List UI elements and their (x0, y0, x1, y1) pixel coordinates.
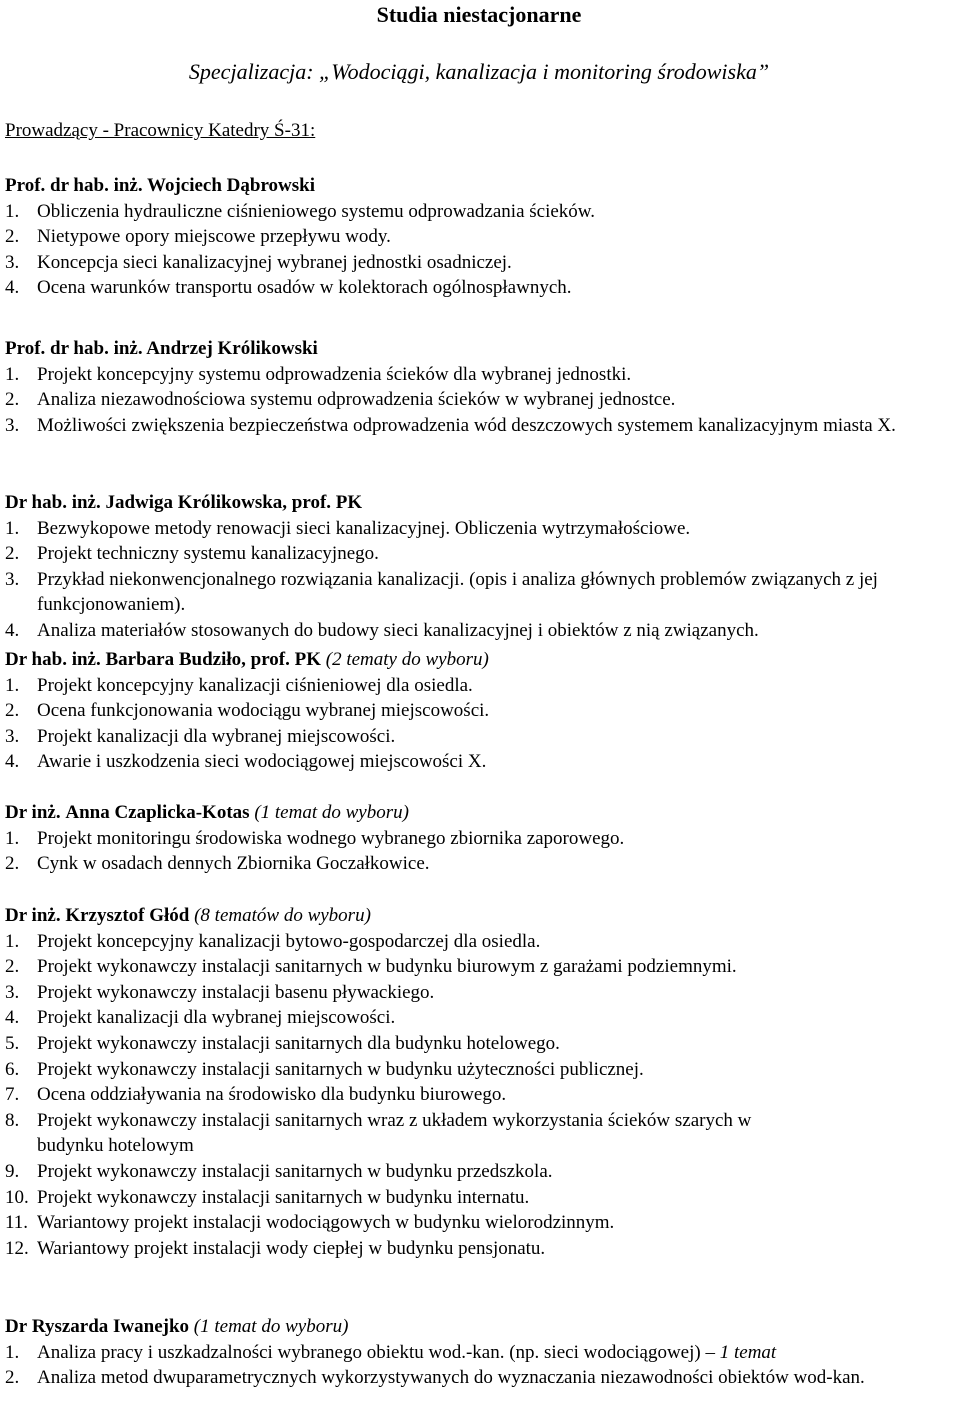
topic-item: 8. Projekt wykonawczy instalacji sanitarnych wraz z układem wykorzystania ścieków szarych w budynku hotelowym (5, 1109, 752, 1157)
topic-item: 1. Projekt monitoringu środowiska wodnego wybranego zbiornika zaporowego. (5, 827, 625, 849)
topic-item: 10. Projekt wykonawczy instalacji sanitarnych w budynku internatu. (5, 1186, 530, 1208)
document-title: Studia niestacjonarne (376, 2, 582, 27)
topic-item: 1. Analiza pracy i uszkadzalności wybranego obiektu wod.-kan. (np. sieci wodociągowej) – 1 temat (5, 1341, 777, 1363)
topic-item: 4. Analiza materiałów stosowanych do budowy sieci kanalizacyjnej i obiektów z nią związanych. (5, 619, 759, 641)
topic-item: 2. Nietypowe opory miejscowe przepływu wody. (5, 226, 391, 248)
topic-item: 4. Ocena warunków transportu osadów w kolektorach ogólnospławnych. (5, 277, 572, 299)
supervisor-name: Prof. dr hab. inż. Andrzej Królikowski (5, 338, 318, 359)
supervisor-section-iwanejko (5, 1314, 955, 1391)
topic-item: 3. Przykład niekonwencjonalnego rozwiązania kanalizacji. (opis i analiza głównych problemów związanych z jej funkcjonowaniem). (5, 568, 878, 616)
topic-item: 12. Wariantowy projekt instalacji wody ciepłej w budynku pensjonatu. (5, 1237, 546, 1259)
supervisor-name: Dr hab. inż. Jadwiga Królikowska, prof. PK (5, 492, 363, 513)
supervisor-section-krolikowska (5, 490, 955, 644)
supervisor-name: Prof. dr hab. inż. Wojciech Dąbrowski (5, 175, 316, 196)
topic-item: 2. Analiza metod dwuparametrycznych wykorzystywanych do wyznaczania niezawodności obiektów wod-kan. (5, 1367, 865, 1389)
supervisor-name: Dr Ryszarda Iwanejko (1 temat do wyboru) (5, 1316, 349, 1337)
topic-item: 11. Wariantowy projekt instalacji wodociągowych w budynku wielorodzinnym. (5, 1212, 615, 1234)
topic-item: 1. Projekt koncepcyjny kanalizacji ciśnieniowej dla osiedla. (5, 674, 473, 696)
specialization-subtitle: Specjalizacja: „Wodociągi, kanalizacja i monitoring środowiska” (188, 59, 770, 84)
supervisor-section-dabrowski (5, 173, 955, 301)
topic-item: 3. Koncepcja sieci kanalizacyjnej wybranej jednostki osadniczej. (5, 251, 512, 273)
supervisor-name: Dr inż. Anna Czaplicka-Kotas (1 temat do wyboru) (5, 802, 409, 823)
topic-item: 2. Analiza niezawodnościowa systemu odprowadzenia ścieków w wybranej jednostce. (5, 389, 676, 411)
topic-item: 4. Projekt kanalizacji dla wybranej miejscowości. (5, 1007, 396, 1029)
topic-item: 1. Projekt koncepcyjny systemu odprowadzenia ścieków dla wybranej jednostki. (5, 363, 632, 385)
topic-item: 7. Ocena oddziaływania na środowisko dla budynku biurowego. (5, 1084, 507, 1106)
supervisor-section-czaplicka-kotas (5, 800, 955, 877)
staff-heading: Prowadzący - Pracownicy Katedry Ś-31: (5, 120, 316, 141)
topic-item: 5. Projekt wykonawczy instalacji sanitarnych dla budynku hotelowego. (5, 1032, 560, 1054)
topic-item: 2. Ocena funkcjonowania wodociągu wybranej miejscowości. (5, 700, 490, 722)
topic-item: 2. Projekt techniczny systemu kanalizacyjnego. (5, 543, 379, 565)
topic-item: 3. Projekt wykonawczy instalacji basenu pływackiego. (5, 981, 435, 1003)
topic-item: 4. Awarie i uszkodzenia sieci wodociągowej miejscowości X. (5, 751, 487, 773)
supervisor-section-krolikowski (5, 336, 955, 438)
topic-item: 3. Projekt kanalizacji dla wybranej miejscowości. (5, 725, 396, 747)
supervisor-section-budzilo (5, 647, 955, 775)
supervisor-name: Dr hab. inż. Barbara Budziło, prof. PK (2 tematy do wyboru) (5, 649, 489, 670)
supervisor-name: Dr inż. Krzysztof Głód (8 tematów do wyboru) (5, 905, 371, 926)
topic-item: 1. Obliczenia hydrauliczne ciśnieniowego systemu odprowadzania ścieków. (5, 200, 596, 222)
topic-item: 1. Bezwykopowe metody renowacji sieci kanalizacyjnej. Obliczenia wytrzymałościowe. (5, 517, 691, 539)
topic-item: 6. Projekt wykonawczy instalacji sanitarnych w budynku użyteczności publicznej. (5, 1058, 644, 1080)
supervisor-section-glod (5, 903, 955, 1261)
topic-item: 9. Projekt wykonawczy instalacji sanitarnych w budynku przedszkola. (5, 1160, 553, 1182)
topic-item: 2. Projekt wykonawczy instalacji sanitarnych w budynku biurowym z garażami podziemnymi. (5, 956, 737, 978)
topic-item: 1. Projekt koncepcyjny kanalizacji bytowo-gospodarczej dla osiedla. (5, 930, 541, 952)
topic-item: 2. Cynk w osadach dennych Zbiornika Goczałkowice. (5, 853, 430, 875)
topic-item: 3. Możliwości zwiększenia bezpieczeństwa odprowadzenia wód deszczowych systemem kanalizacyjnym miasta X. (5, 414, 896, 436)
